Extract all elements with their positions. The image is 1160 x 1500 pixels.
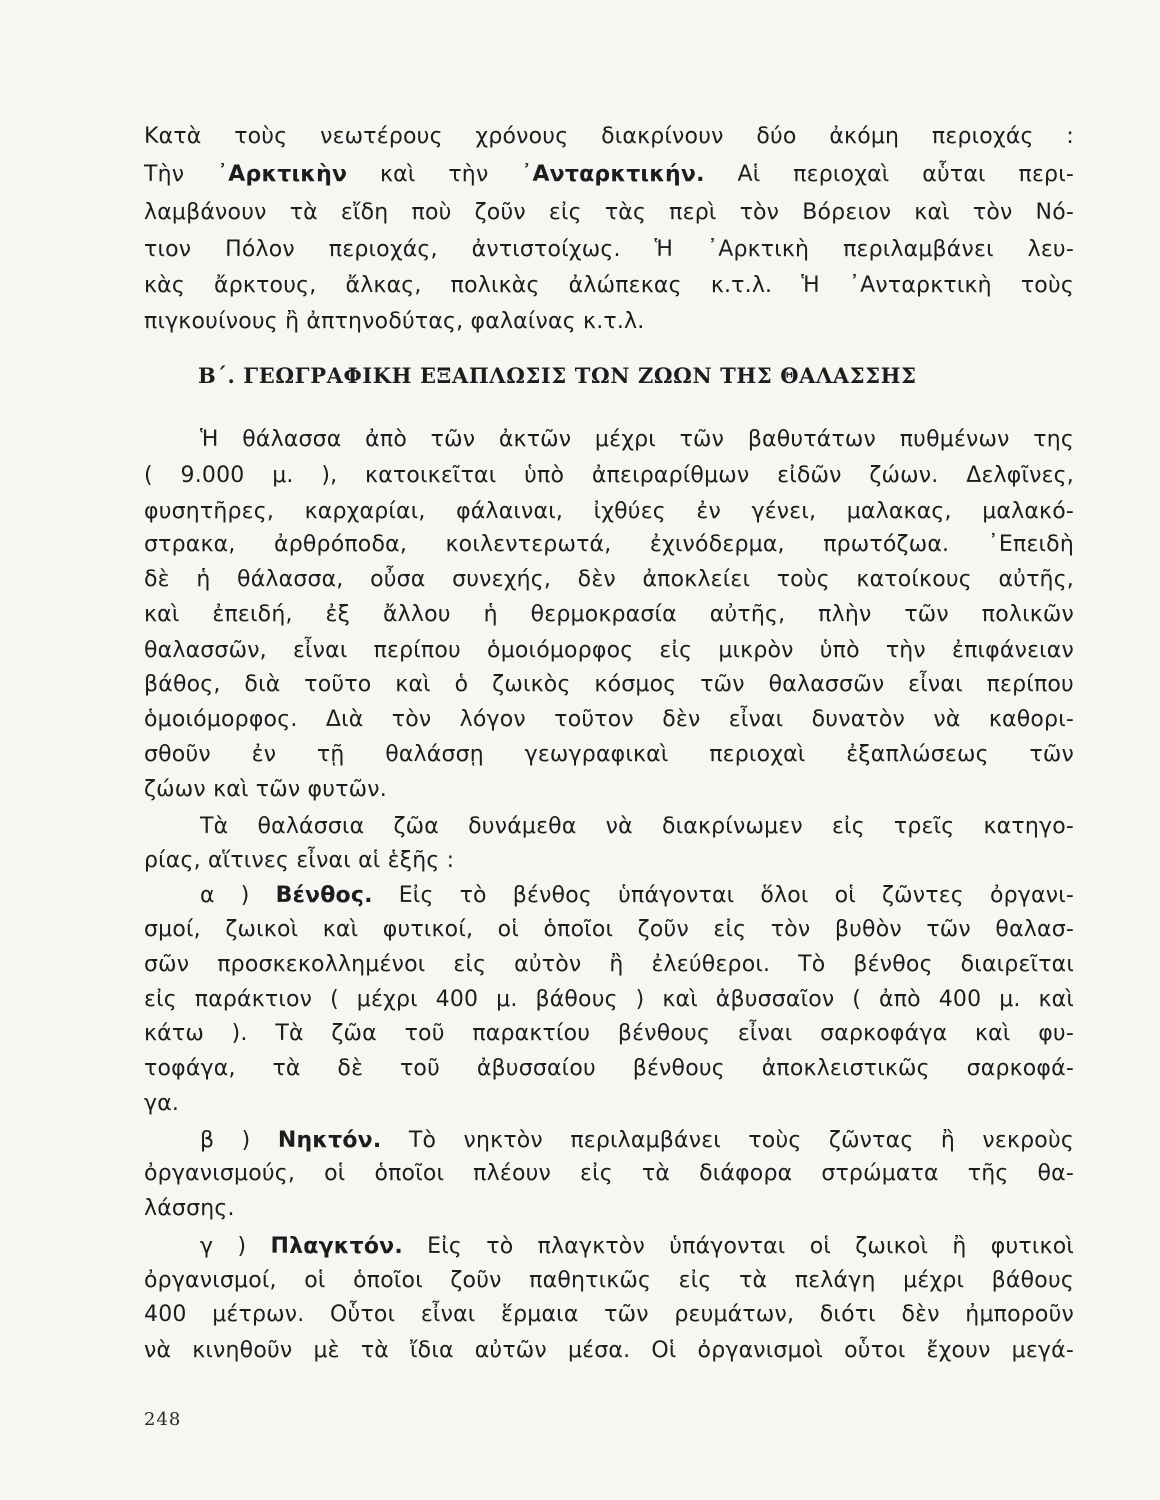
section-heading: Β΄. ΓΕΩΓΡΑΦΙΚΗ ΕΞΑΠΛΩΣΙΣ ΤΩΝ ΖΩΩΝ ΤΗΣ ΘΑΛΑΣΣΗΣ — [198, 363, 917, 388]
text-line: κὰς ἄρκτους, ἄλκας, πολικὰς ἀλώπεκας κ.τ.λ. Ἡ ᾿Ανταρκτικὴ τοὺς — [144, 273, 1074, 298]
term-plankton: Πλαγκτόν. — [270, 1234, 403, 1259]
text-line: σμοί, ζωικοὶ καὶ φυτικοί, οἱ ὁποῖοι ζοῦν εἰς τὸν βυθὸν τῶν θαλασ- — [144, 917, 1074, 942]
text-line: Τὰ θαλάσσια ζῶα δυνάμεθα νὰ διακρίνωμεν εἰς τρεῖς κατηγο- — [200, 814, 1074, 839]
text-fragment: Αἱ περιοχαὶ αὗται περι- — [704, 162, 1074, 187]
text-line: 400 μέτρων. Οὗτοι εἶναι ἕρμαια τῶν ρευμάτων, διότι δὲν ἠμποροῦν — [144, 1302, 1074, 1327]
text-line: φυσητῆρες, καρχαρίαι, φάλαιναι, ἰχθύες ἐν γένει, μαλακας, μαλακό- — [144, 499, 1074, 524]
item-marker: α ) — [200, 883, 276, 908]
text-fragment: καὶ τὴν — [347, 162, 522, 187]
text-line: βάθος, διὰ τοῦτο καὶ ὁ ζωικὸς κόσμος τῶν θαλασσῶν εἶναι περίπου — [144, 672, 1074, 697]
text-line: εἰς παράκτιον ( μέχρι 400 μ. βάθους ) καὶ ἀβυσσαῖον ( ἀπὸ 400 μ. καὶ — [144, 987, 1074, 1012]
text-line — [200, 1126, 1074, 1156]
term-benthos: Βένθος. — [275, 883, 373, 908]
text-line: γα. — [144, 1091, 180, 1116]
text-line: πιγκουίνους ἢ ἀπτηνοδύτας, φαλαίνας κ.τ.λ. — [144, 309, 645, 334]
text-line — [144, 160, 1074, 190]
text-line: ὁμοιόμορφος. Διὰ τὸν λόγον τοῦτον δὲν εἶναι δυνατὸν νὰ καθορι- — [144, 707, 1074, 732]
text-line: τοφάγα, τὰ δὲ τοῦ ἀβυσσαίου βένθους ἀποκλειστικῶς σαρκοφά- — [144, 1056, 1074, 1081]
text-line: σῶν προσκεκολλημένοι εἰς αὐτὸν ἢ ἐλεύθεροι. Τὸ βένθος διαιρεῖται — [144, 952, 1074, 977]
text-line: Ἡ θάλασσα ἀπὸ τῶν ἀκτῶν μέχρι τῶν βαθυτάτων πυθμένων της — [200, 427, 1074, 452]
text-line: στρακα, ἀρθρόποδα, κοιλεντερωτά, ἐχινόδερμα, πρωτόζωα. ᾿Επειδὴ — [144, 532, 1074, 557]
text-line: θαλασσῶν, εἶναι περίπου ὁμοιόμορφος εἰς μικρὸν ὑπὸ τὴν ἐπιφάνειαν — [144, 638, 1074, 663]
text-line: ( 9.000 μ. ), κατοικεῖται ὑπὸ ἀπειραρίθμων εἰδῶν ζώων. Δελφῖνες, — [144, 463, 1074, 488]
text-line: λαμβάνουν τὰ εἴδη ποὺ ζοῦν εἰς τὰς περὶ τὸν Βόρειον καὶ τὸν Νό- — [144, 200, 1074, 225]
text-line: Κατὰ τοὺς νεωτέρους χρόνους διακρίνουν δύο ἀκόμη περιοχάς : — [144, 124, 1074, 149]
text-line: ζώων καὶ τῶν φυτῶν. — [144, 777, 387, 802]
text-line: νὰ κινηθοῦν μὲ τὰ ἴδια αὐτῶν μέσα. Οἱ ὀργανισμοὶ οὗτοι ἔχουν μεγά- — [144, 1338, 1074, 1363]
text-fragment: Εἰς τὸ πλαγκτὸν ὑπάγονται οἱ ζωικοὶ ἢ φυτικοὶ — [402, 1234, 1074, 1259]
text-fragment: Εἰς τὸ βένθος ὑπάγονται ὅλοι οἱ ζῶντες ὀργανι- — [372, 883, 1074, 908]
page-number: 248 — [144, 1409, 182, 1430]
text-line: τιον Πόλον περιοχάς, ἀντιστοίχως. Ἡ ᾿Αρκτικὴ περιλαμβάνει λευ- — [144, 237, 1074, 262]
term-arctic: ᾿Αρκτικὴν — [217, 162, 348, 187]
text-line: κάτω ). Τὰ ζῶα τοῦ παρακτίου βένθους εἶναι σαρκοφάγα καὶ φυ- — [144, 1021, 1074, 1046]
text-fragment: Τὸ νηκτὸν περιλαμβάνει τοὺς ζῶντας ἢ νεκροὺς — [381, 1128, 1074, 1153]
text-line: δὲ ἡ θάλασσα, οὖσα συνεχής, δὲν ἀποκλείει τοὺς κατοίκους αὐτῆς, — [144, 567, 1074, 592]
text-line: λάσσης. — [144, 1196, 235, 1221]
text-line: καὶ ἐπειδή, ἐξ ἄλλου ἡ θερμοκρασία αὐτῆς, πλὴν τῶν πολικῶν — [144, 602, 1074, 627]
term-nekton: Νηκτόν. — [277, 1128, 382, 1153]
item-marker: β ) — [200, 1128, 278, 1153]
text-line: ρίας, αἵτινες εἶναι αἱ ἑξῆς : — [144, 848, 455, 873]
text-line: σθοῦν ἐν τῇ θαλάσσῃ γεωγραφικαὶ περιοχαὶ ἐξαπλώσεως τῶν — [144, 742, 1074, 767]
text-line — [200, 1232, 1074, 1262]
term-antarctic: ᾿Ανταρκτικήν. — [521, 162, 705, 187]
text-line: ὀργανισμοί, οἱ ὁποῖοι ζοῦν παθητικῶς εἰς τὰ πελάγη μέχρι βάθους — [144, 1268, 1074, 1293]
item-marker: γ ) — [200, 1234, 271, 1259]
text-fragment: Τὴν — [144, 162, 218, 187]
text-line: ὀργανισμούς, οἱ ὁποῖοι πλέουν εἰς τὰ διάφορα στρώματα τῆς θα- — [144, 1161, 1074, 1186]
text-line — [200, 881, 1074, 911]
